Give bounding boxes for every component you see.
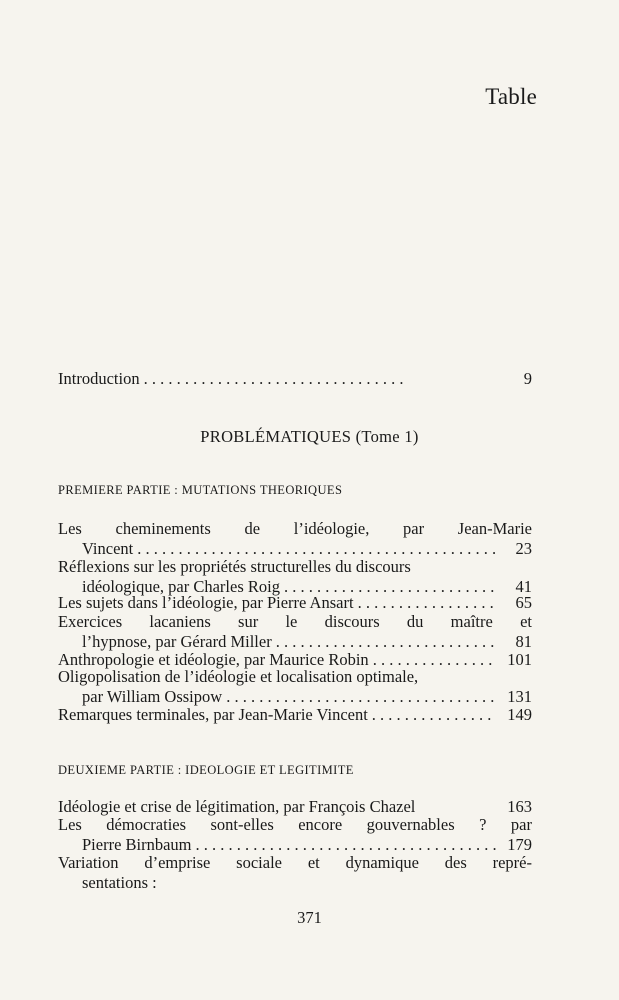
toc-entry-line: l’hypnose, par Gérard Miller [82, 632, 272, 651]
toc-entry-line: Pierre Birnbaum [82, 835, 192, 854]
toc-entry [58, 667, 532, 707]
toc-entry-page: 65 [515, 593, 532, 612]
part-heading-1: PREMIERE PARTIE : MUTATIONS THEORIQUES [58, 483, 343, 497]
page-number: 371 [297, 908, 322, 927]
toc-entry [58, 705, 532, 725]
toc-entry [58, 557, 532, 597]
toc-entry-page: 131 [507, 687, 532, 706]
toc-entry-introduction [58, 369, 532, 389]
toc-entry [58, 519, 532, 559]
section-heading: PROBLÉMATIQUES (Tome 1) [200, 427, 419, 446]
toc-entry-page: 101 [507, 650, 532, 669]
toc-entry-page: 9 [523, 369, 532, 388]
toc-entry-page: 179 [507, 835, 532, 854]
toc-entry-line: Les sujets dans l’idéologie, par Pierre Ansart [58, 593, 354, 612]
toc-entry-page: 23 [515, 539, 532, 558]
page-title: Table [485, 84, 537, 109]
toc-entry-page: 149 [507, 705, 532, 724]
toc-entry-line: Vincent [82, 539, 134, 558]
toc-entry-page: 81 [515, 632, 532, 651]
toc-entry-line: Variation d’emprise sociale et dynamique des repré- [58, 853, 532, 872]
toc-entry-page: 163 [507, 797, 532, 816]
toc-entry-line: Les démocraties sont-elles encore gouvernables ? par [58, 815, 532, 834]
toc-entry-line: Remarques terminales, par Jean-Marie Vincent [58, 705, 368, 724]
toc-entry-line: Exercices lacaniens sur le discours du maître et [58, 612, 532, 631]
toc-entry-line: Réflexions sur les propriétés structurelles du discours [58, 557, 411, 576]
toc-entry-line: Anthropologie et idéologie, par Maurice Robin [58, 650, 369, 669]
toc-entry-line: Oligopolisation de l’idéologie et localisation optimale, [58, 667, 419, 686]
toc-entry-line: sentations : [82, 873, 157, 892]
part-heading-2: DEUXIEME PARTIE : IDEOLOGIE ET LEGITIMITE [58, 763, 354, 777]
toc-entry-line: idéologique, par Charles Roig [82, 577, 280, 596]
toc-entry [58, 612, 532, 652]
toc-entry-line: Idéologie et crise de légitimation, par François Chazel [58, 797, 416, 816]
toc-entry-line: par William Ossipow [82, 687, 223, 706]
toc-entry [58, 853, 532, 893]
toc-entry [58, 593, 532, 613]
toc-entry-title: Introduction [58, 369, 140, 388]
toc-entry-line: Les cheminements de l’idéologie, par Jean-Marie [58, 519, 532, 538]
toc-entry [58, 815, 532, 855]
toc-entry [58, 797, 532, 817]
toc-entry-page: 41 [515, 577, 532, 596]
